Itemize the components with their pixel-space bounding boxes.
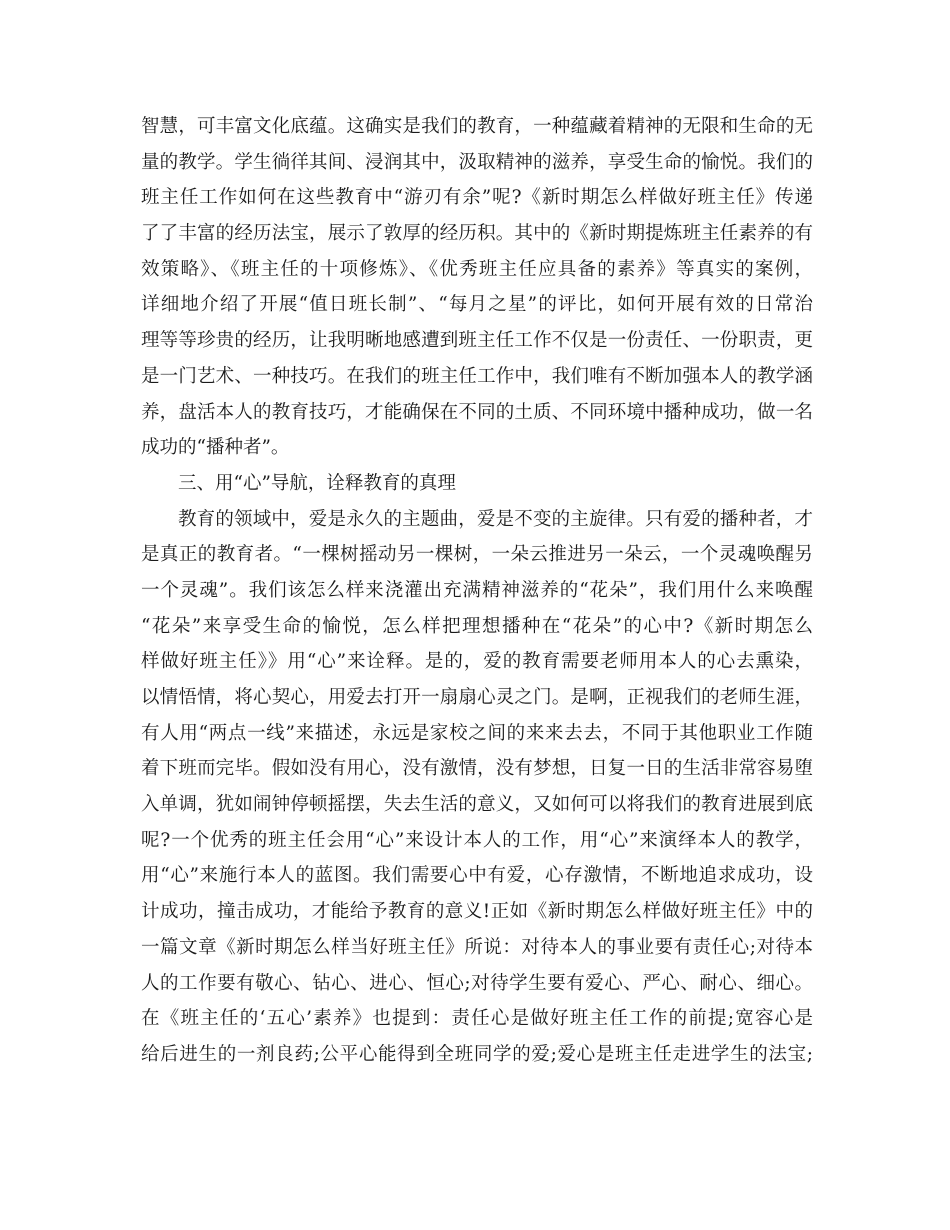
text-line: 理等等珍贵的经历，让我明晰地感遭到班主任工作不仅是一份责任、一份职责，更 [141, 330, 813, 352]
text-line: 用“心”来施行本人的蓝图。我们需要心中有爱，心存激情，不断地追求成功，设 [141, 865, 813, 887]
text-line: 以情悟情，将心契心，用爱去打开一扇扇心灵之门。是啊，正视我们的老师生涯， [141, 687, 813, 708]
text-line: 智慧，可丰富文化底蕴。这确实是我们的教育，一种蕴藏着精神的无限和生命的无 [141, 116, 813, 137]
text-line: 养，盘活本人的教育技巧，才能确保在不同的土质、不同环境中播种成功，做一名 [141, 401, 813, 423]
text-line: 在《班主任的‘五心’素养》也提到：责任心是做好班主任工作的前提;宽容心是 [141, 1008, 813, 1030]
text-line: 人的工作要有敬心、钻心、进心、恒心;对待学生要有爱心、严心、耐心、细心。 [141, 972, 813, 994]
text-line: 计成功，撞击成功，才能给予教育的意义!正如《新时期怎么样做好班主任》中的 [141, 901, 813, 923]
text-line: 量的教学。学生徜徉其间、浸润其中，汲取精神的滋养，享受生命的愉悦。我们的 [141, 151, 813, 173]
section-heading [141, 466, 813, 502]
text-line: 样做好班主任》》用“心”来诠释。是的，爱的教育需要老师用本人的心去熏染， [141, 651, 813, 673]
paragraph-body [141, 502, 813, 1073]
text-line: 是一门艺术、一种技巧。在我们的班主任工作中，我们唯有不断加强本人的教学涵 [141, 365, 813, 387]
text-line: 一个灵魂”。我们该怎么样来浇灌出充满精神滋养的“花朵”，我们用什么来唤醒 [141, 579, 813, 601]
text-line: 教育的领域中，爱是永久的主题曲，爱是不变的主旋律。只有爱的播种者，才 [178, 508, 813, 530]
text-line: 一篇文章《新时期怎么样当好班主任》所说：对待本人的事业要有责任心;对待本 [141, 936, 813, 958]
text-line: 效策略》、《班主任的十项修炼》、《优秀班主任应具备的素养》等真实的案例， [141, 258, 813, 280]
text-line: “花朵”来享受生命的愉悦，怎么样把理想播种在“花朵”的心中?《新时期怎么 [141, 615, 813, 637]
text-line: 成功的“播种者”。 [141, 437, 290, 459]
text-line: 班主任工作如何在这些教育中“游刃有余”呢?《新时期怎么样做好班主任》传递 [141, 187, 813, 209]
text-line: 入单调，犹如闹钟停顿摇摆，失去生活的意义，又如何可以将我们的教育进展到底 [141, 794, 813, 816]
heading-text: 三、用“心”导航，诠释教育的真理 [178, 472, 456, 494]
document-page [141, 109, 813, 1073]
paragraph-continuation [141, 109, 813, 466]
text-line: 了了丰富的经历法宝，展示了敦厚的经历积。其中的《新时期提炼班主任素养的有 [141, 223, 813, 245]
text-line: 着下班而完毕。假如没有用心，没有激情，没有梦想，日复一日的生活非常容易堕 [141, 758, 813, 780]
text-line: 呢?一个优秀的班主任会用“心”来设计本人的工作，用“心”来演绎本人的教学， [141, 829, 813, 851]
text-line: 是真正的教育者。“一棵树摇动另一棵树，一朵云推进另一朵云，一个灵魂唤醒另 [141, 544, 813, 566]
text-line: 详细地介绍了开展“值日班长制”、“每月之星”的评比，如何开展有效的日常治 [141, 294, 813, 316]
text-line: 给后进生的一剂良药;公平心能得到全班同学的爱;爱心是班主任走进学生的法宝; [141, 1043, 813, 1065]
text-line: 有人用“两点一线”来描述，永远是家校之间的来来去去，不同于其他职业工作随 [141, 722, 813, 744]
